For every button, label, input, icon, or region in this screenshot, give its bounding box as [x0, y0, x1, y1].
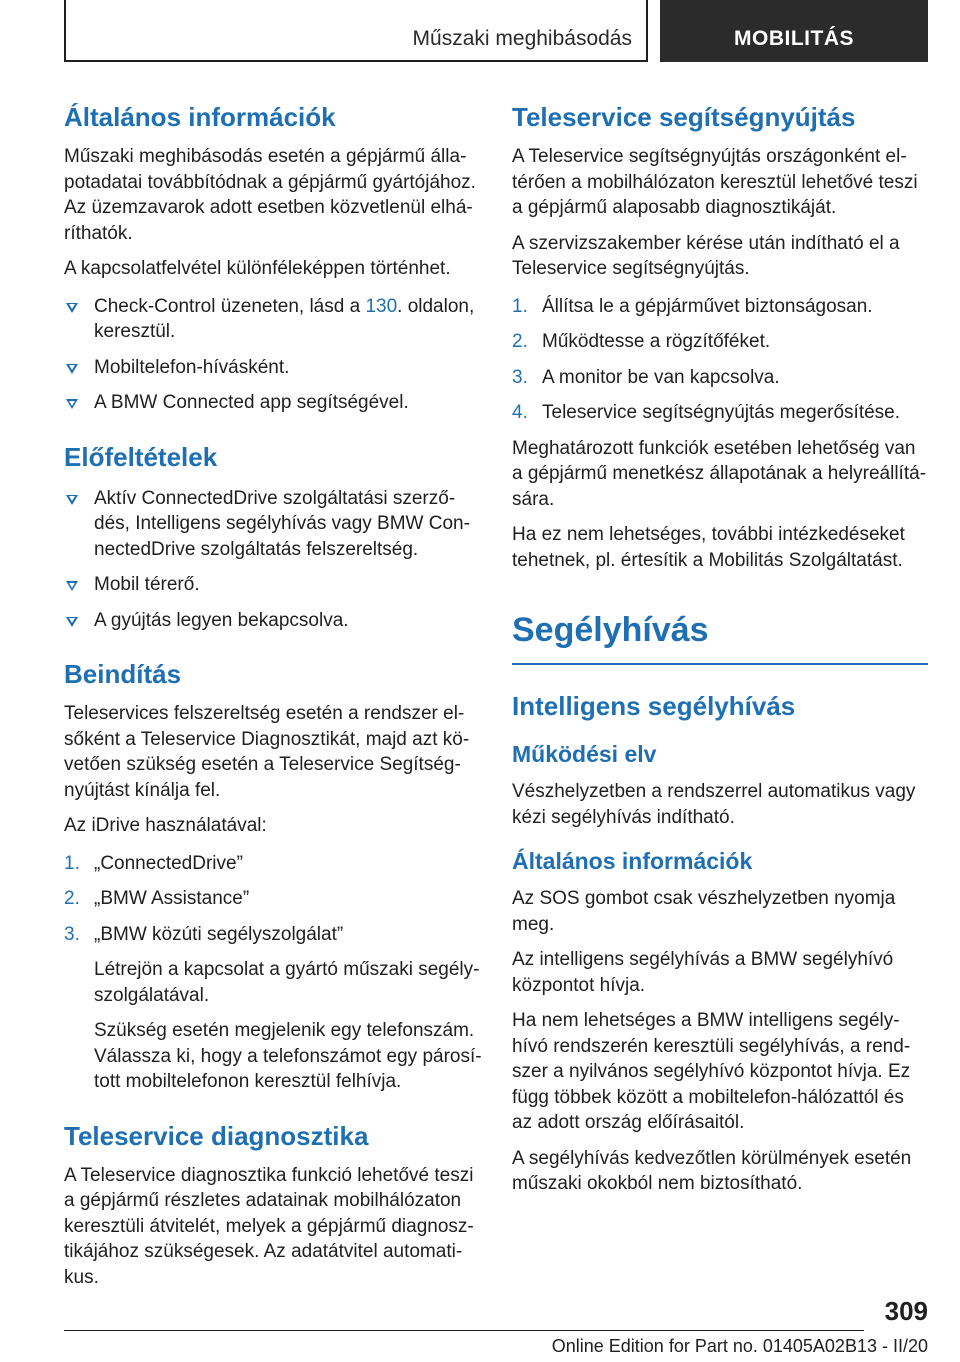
- step-item: 2. Működtesse a rögzítőféket.: [512, 329, 928, 355]
- heading-intelligent-call: Intelligens segélyhívás: [512, 691, 796, 721]
- paragraph: Meghatározott funkciók esetében lehetőség van a gépjármű menetkész állapotának a helyreállítására.: [512, 437, 927, 510]
- page-reference-link[interactable]: 130: [365, 295, 398, 317]
- paragraph: Az iDrive használatával:: [64, 815, 267, 836]
- triangle-bullet-icon: [66, 617, 78, 627]
- step-item: 1. „ConnectedDrive”: [64, 851, 482, 877]
- assistance-steps-list: [512, 294, 928, 426]
- right-column: [512, 100, 928, 1197]
- step-item: 3. „BMW közúti segélyszolgálat”: [64, 922, 482, 948]
- list-item: A gyújtás legyen bekapcsolva.: [64, 608, 482, 634]
- step-number: 2.: [512, 331, 528, 352]
- step-detail: Szükség esetén megjelenik egy telefonszám. Válassza ki, hogy a telefonszámot egy párosított mobiltelefonon keresztül felhívja.: [94, 1020, 482, 1092]
- triangle-bullet-icon: [66, 495, 78, 505]
- paragraph: Az SOS gombot csak vészhelyzetben nyomja meg.: [512, 888, 896, 935]
- step-number: 4.: [512, 402, 528, 423]
- edition-note: Online Edition for Part no. 01405A02B13 - II/20: [551, 1336, 928, 1356]
- step-detail: Létrejön a kapcsolat a gyártó műszaki segélyszolgálatával.: [94, 959, 480, 1006]
- section-tab: [64, 0, 648, 62]
- chapter-title: MOBILITÁS: [734, 27, 854, 50]
- paragraph: Teleservices felszereltség esetén a rendszer elsőként a Teleservice Diagnosztikát, majd azt követően szükség esetén a Teleservice Segítségnyújtást kínálja fel.: [64, 703, 470, 801]
- step-number: 2.: [64, 888, 80, 909]
- paragraph: Az intelligens segélyhívás a BMW segélyhívó központot hívja.: [512, 949, 894, 996]
- paragraph: A segélyhívás kedvezőtlen körülmények esetén műszaki okokból nem biztosítható.: [512, 1147, 912, 1194]
- heading-diagnostics: Teleservice diagnosztika: [64, 1120, 369, 1151]
- heading-principle: Működési elv: [512, 741, 657, 767]
- step-item: 3. A monitor be van kapcsolva.: [512, 365, 928, 391]
- list-item: Aktív ConnectedDrive szolgáltatási szerződés, Intelligens segélyhívás vagy BMW ConnectedDrive szolgáltatás felszereltség.: [64, 486, 482, 563]
- step-number: 3.: [512, 366, 528, 388]
- heading-emergency-call: Segélyhívás: [512, 607, 928, 665]
- list-item: Mobiltelefon-hívásként.: [64, 355, 482, 381]
- paragraph: Műszaki meghibásodás esetén a gépjármű állapotadatai továbbítódnak a gépjármű gyártójához. Az üzemzavarok adott esetben közvetlenül elháríthatók.: [64, 146, 476, 244]
- heading-assistance: Teleservice segítségnyújtás: [512, 102, 856, 132]
- step-number: 1.: [512, 295, 528, 317]
- heading-start: Beindítás: [64, 659, 182, 689]
- step-number: 3.: [64, 923, 80, 945]
- list-item: Mobil térerő.: [64, 572, 482, 598]
- paragraph: A kapcsolatfelvétel különféleképpen történhet.: [64, 258, 451, 279]
- paragraph: A szervizszakember kérése után indítható el a Teleservice segítségnyújtás.: [512, 232, 900, 279]
- heading-prerequisites: Előfeltételek: [64, 441, 218, 472]
- step-item: 2. „BMW Assistance”: [64, 886, 482, 912]
- paragraph: A Teleservice diagnosztika funkció lehetővé teszi a gépjármű részletes adatainak mobilhálózaton keresztüli átvitelét, melyek a gépjármű diagnosztikájához szükségesek. Az adatátvitel automatikus.: [64, 1164, 474, 1288]
- step-item: 4. Teleservice segítségnyújtás megerősítése.: [512, 400, 928, 426]
- triangle-bullet-icon: [66, 364, 78, 374]
- paragraph: A Teleservice segítségnyújtás országonként eltérően a mobilhálózaton keresztül lehetővé teszi a gépjármű alaposabb diagnosztikáját.: [512, 146, 918, 218]
- triangle-bullet-icon: [66, 303, 78, 313]
- step-item: 1. Állítsa le a gépjárművet biztonságosan.: [512, 294, 928, 320]
- heading-general-info-2: Általános információk: [512, 848, 753, 874]
- idrive-steps-list: [64, 851, 482, 948]
- prerequisites-list: [64, 486, 482, 634]
- triangle-bullet-icon: [66, 399, 78, 409]
- paragraph: Ha ez nem lehetséges, további intézkedéseket tehetnek, pl. értesítik a Mobilitás Szolgáltatást.: [512, 524, 905, 571]
- contact-methods-list: [64, 294, 482, 416]
- left-column: [64, 100, 482, 1290]
- page-number: 309: [884, 1296, 928, 1326]
- paragraph: Ha nem lehetséges a BMW intelligens segélyhívó rendszerén keresztüli segélyhívás, a rendszer a nyilvános segélyhívó központot hívja. Ez függ többek között a mobiltelefon-hálózattól és az adott ország előírásaitól.: [512, 1010, 911, 1133]
- page-header: [64, 0, 928, 64]
- step-number: 1.: [64, 852, 80, 874]
- triangle-bullet-icon: [66, 581, 78, 591]
- section-title: Műszaki meghibásodás: [412, 27, 632, 50]
- chapter-tab: [660, 0, 928, 62]
- list-item: Check-Control üzeneten, lásd a 130. oldalon, keresztül.: [64, 294, 482, 345]
- list-item: A BMW Connected app segítségével.: [64, 390, 482, 416]
- heading-general-info: Általános információk: [64, 102, 336, 132]
- paragraph: Vészhelyzetben a rendszerrel automatikus vagy kézi segélyhívás indítható.: [512, 781, 916, 828]
- footer-divider: [64, 1330, 864, 1331]
